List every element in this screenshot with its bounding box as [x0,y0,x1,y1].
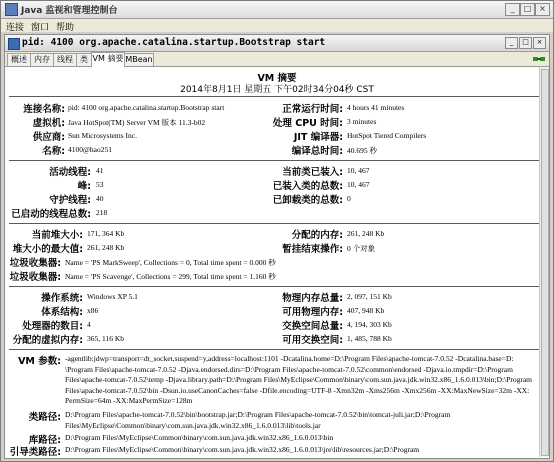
heap-value: 171, 364 Kb [87,229,125,238]
peak-label: 峰: [77,181,91,192]
divider [9,349,545,350]
unloaded-label: 已卸载类的总数: [272,195,343,206]
os-value: Windows XP 5.1 [87,292,138,301]
divider [9,223,545,224]
committed-value: 261, 248 Kb [347,229,385,238]
tab-bar [5,52,549,67]
vendor-label: 供应商: [32,132,65,143]
menu-help[interactable]: 帮助 [56,23,75,33]
connection-frame-title: pid: 4100 org.apache.catalina.startup.Bootstrap start [22,37,326,48]
swap-total-value: 4, 194, 303 Kb [347,320,392,329]
arch-label: 体系结构: [41,307,83,318]
window-title: Java 监视和管理控制台 [21,6,118,16]
window-titlebar[interactable] [1,1,553,19]
peak-value: 53 [96,180,104,189]
name-label: 名称: [42,146,65,157]
phys-free-value: 407, 948 Kb [347,306,385,315]
scrollbar-thumb[interactable] [541,69,549,456]
menu-connection[interactable]: 连接 [6,23,25,33]
connection-name-value: pid: 4100 org.apache.catalina.startup.Bootstrap start [68,103,225,112]
vmem-label: 分配的虚拟内存: [12,335,83,346]
vm-args-label: VM 参数: [18,356,61,367]
started-threads-label: 已启动的线程总数: [11,209,91,220]
jit-label: JIT 编译器: [293,132,343,143]
tab-vm-summary[interactable]: VM 摘要 [91,52,125,67]
connection-icon [8,38,20,50]
classpath-value: D:\Program Files\apache-tomcat-7.0.52\bin\bootstrap.jar;D:\Program Files\apache-tomcat-7.0.52\bin\tomcat-juli.jar;D:\Program Files\MyEclipse\Common\binary\com.sun.java.jdk.win32.x86_1.6.0.013\lib\tools.jar [65,410,451,430]
frame-close-icon[interactable]: × [533,37,546,49]
started-threads-value: 218 [96,208,108,217]
connected-icon[interactable] [533,54,545,64]
live-threads-label: 活动线程: [49,167,91,178]
phys-total-value: 2, 097, 151 Kb [347,292,392,301]
uptime-label: 正常运行时间: [282,104,343,115]
vm-value: Java HotSpot(TM) Server VM 版本 11.3-b02 [68,118,206,127]
swap-free-value: 1, 485, 788 Kb [347,334,392,343]
classpath-label: 类路径: [28,412,61,423]
divider [9,96,545,97]
arch-value: x86 [87,306,99,315]
vm-label: 虚拟机: [32,118,65,129]
tab-threads[interactable]: 线程 [53,53,77,66]
compile-time-label: 编译总时间: [291,146,343,157]
libpath-label: 库路径: [28,435,61,446]
summary-datetime: 2014年8月1日 星期五 下午02时34分04秒 CST [180,85,374,95]
bootpath-label: 引导类路径: [9,447,61,458]
libpath-value: D:\Program Files\MyEclipse\Common\binary\com.sun.java.jdk.win32.x86_1.6.0.013\bin [65,433,334,442]
cpu-time-label: 处理 CPU 时间: [272,118,343,129]
tab-mbean[interactable]: MBean [125,55,153,64]
total-loaded-label: 已装入类的总数: [272,181,343,192]
max-heap-label: 堆大小的最大值: [12,244,83,255]
minimize-icon[interactable]: _ [505,3,520,16]
vertical-scrollbar[interactable] [539,67,549,457]
tab-classes[interactable]: 类 [76,53,92,66]
summary-title: VM 摘要 [257,73,297,84]
gc2-value: Name = 'PS Scavenge', Collections = 299, Total time spent = 1.160 秒 [65,272,276,281]
connection-frame-titlebar[interactable] [5,35,549,52]
frame-minimize-icon[interactable]: _ [505,37,518,49]
cpu-time-value: 3 minutes [347,117,377,126]
gc1-label: 垃圾收集器: [9,258,61,269]
java-app-icon [5,3,18,16]
swap-free-label: 可用交换空间: [282,335,343,346]
pending-label: 暂挂结束操作: [282,244,343,255]
name-value: 4100@hao251 [68,145,112,154]
jit-value: HotSpot Tiered Compilers [347,131,427,140]
vm-summary-panel [5,67,549,458]
tab-memory[interactable]: 内存 [30,53,54,66]
cpus-label: 处理器的数目: [22,321,83,332]
unloaded-value: 0 [347,194,351,203]
maximize-icon[interactable]: □ [520,3,535,16]
phys-total-label: 物理内存总量: [282,293,343,304]
menu-bar [1,19,553,32]
vm-args-value: -agentlib:jdwp=transport=dt_socket,suspend=y,address=localhost:1101 -Dcatalina.home=D:\Program Files\apache-tomcat-7.0.52 -Dcatalina.base=D: \Program Files\apache-tomcat-7.0.52 -Djava.endorsed.dirs=D:\Program Files\apache-tomcat-7.0.52\common\endorsed -Djava.io.tmpdir=D:\Program Files\apache-tomcat-7.0.52\temp -Djava.library.path=D:\Program Files\MyEclipse\Common\binary\com.sun.java.jdk.win32.x86_1.6.0.013\bin;D:\Program Files\apache-tomcat-7.0.52\bin -Dsun.io.useCanonCaches=false -Dfile.encoding=UTF-8 -Xmn32m -Xms256m -Xmx256m -XX:MaxNewSize=32m -XX: PermSize=64m -XX:MaxPermSize=128m [65,354,532,405]
connection-name-label: 连接名称: [23,104,65,115]
heap-label: 当前堆大小: [31,230,83,241]
close-icon[interactable]: × [535,3,550,16]
pending-value: 0 个对象 [347,244,376,253]
max-heap-value: 261, 248 Kb [87,243,125,252]
tab-overview[interactable]: 概述 [7,53,31,66]
committed-label: 分配的内存: [291,230,343,241]
divider [9,160,545,161]
loaded-classes-value: 10, 467 [347,166,370,175]
menu-window[interactable]: 窗口 [31,23,50,33]
compile-time-value: 40.695 秒 [347,146,377,155]
vendor-value: Sun Microsystems Inc. [68,131,137,140]
divider [9,286,545,287]
daemon-threads-value: 40 [96,194,104,203]
vmem-value: 365, 116 Kb [87,334,125,343]
phys-free-label: 可用物理内存: [282,307,343,318]
gc1-value: Name = 'PS MarkSweep', Collections = 0, Total time spent = 0.000 秒 [65,258,276,267]
bootpath-value: D:\Program Files\MyEclipse\Common\binary\com.sun.java.jdk.win32.x86_1.6.0.013\jre\lib\resources.jar;D:\Program [65,445,420,454]
loaded-classes-label: 当前类已装入: [282,167,343,178]
cpus-value: 4 [87,320,91,329]
total-loaded-value: 10, 467 [347,180,370,189]
daemon-threads-label: 守护线程: [49,195,91,206]
swap-total-label: 交换空间总量: [282,321,343,332]
os-label: 操作系统: [41,293,83,304]
connection-frame [4,34,550,459]
uptime-value: 4 hours 41 minutes [347,103,405,112]
frame-maximize-icon[interactable]: □ [519,37,532,49]
gc2-label: 垃圾收集器: [9,272,61,283]
live-threads-value: 41 [96,166,104,175]
